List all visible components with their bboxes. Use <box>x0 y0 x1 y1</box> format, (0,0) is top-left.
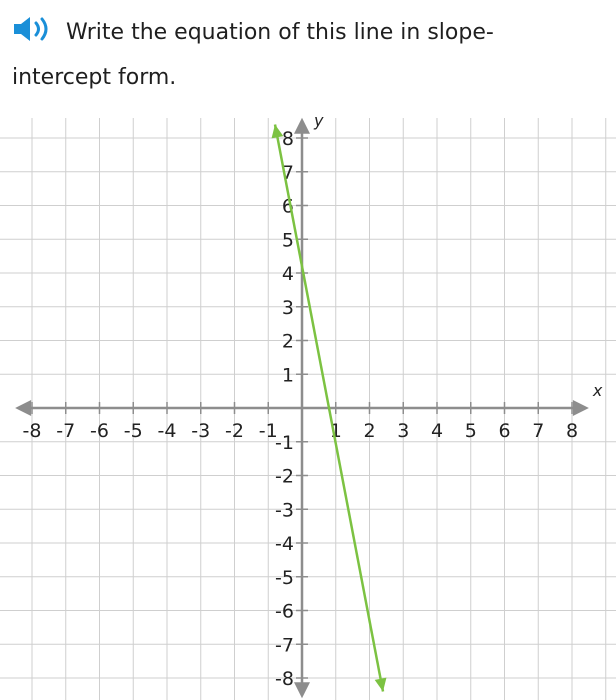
y-tick-label: 5 <box>281 229 294 252</box>
y-tick-label: 7 <box>281 161 294 184</box>
line-arrowhead-end <box>375 678 387 692</box>
question-prompt <box>12 12 602 98</box>
x-tick-label: -8 <box>22 420 42 442</box>
y-tick-label: 3 <box>281 296 294 319</box>
y-tick-label: -7 <box>275 634 294 657</box>
x-tick-label: 2 <box>363 420 376 442</box>
y-tick-label: 4 <box>281 263 294 285</box>
prompt-text-line1: Write the equation of this line in slope- <box>66 20 494 45</box>
x-tick-label: -5 <box>123 420 143 442</box>
y-tick-label: -4 <box>275 533 294 555</box>
x-tick-label: 7 <box>532 420 545 442</box>
y-tick-label: 6 <box>281 195 294 218</box>
coordinate-graph[interactable] <box>0 110 616 700</box>
x-tick-label: -7 <box>56 420 76 442</box>
x-tick-label: -3 <box>191 420 211 442</box>
x-tick-label: 3 <box>397 420 410 442</box>
y-tick-label: -6 <box>275 600 294 623</box>
y-tick-label: 2 <box>281 330 294 353</box>
y-tick-label: -5 <box>275 566 294 589</box>
x-axis-label: x <box>592 381 603 400</box>
x-tick-label: -4 <box>157 420 177 442</box>
x-tick-label: 5 <box>464 420 477 442</box>
y-tick-label: -8 <box>275 668 294 690</box>
y-tick-label: -1 <box>275 431 294 454</box>
x-tick-label: 8 <box>565 420 579 442</box>
speaker-icon[interactable] <box>12 15 56 57</box>
x-axis-arrow-left <box>15 400 31 416</box>
prompt-text-line2: intercept form. <box>12 65 177 90</box>
y-tick-label: -3 <box>275 499 294 522</box>
y-tick-label: 8 <box>281 128 294 150</box>
y-tick-label: -2 <box>275 465 294 488</box>
x-tick-label: 6 <box>498 420 511 442</box>
x-tick-label: -1 <box>258 420 278 442</box>
y-axis-arrow-up <box>294 118 310 134</box>
x-tick-label: 4 <box>430 420 444 442</box>
y-tick-label: 1 <box>281 364 294 387</box>
x-tick-label: -2 <box>225 420 244 442</box>
y-axis-label: y <box>314 110 324 130</box>
y-axis-arrow-down <box>294 682 310 698</box>
x-axis-arrow-right <box>573 400 589 416</box>
x-tick-label: 1 <box>329 420 342 442</box>
x-tick-label: -6 <box>90 420 109 442</box>
